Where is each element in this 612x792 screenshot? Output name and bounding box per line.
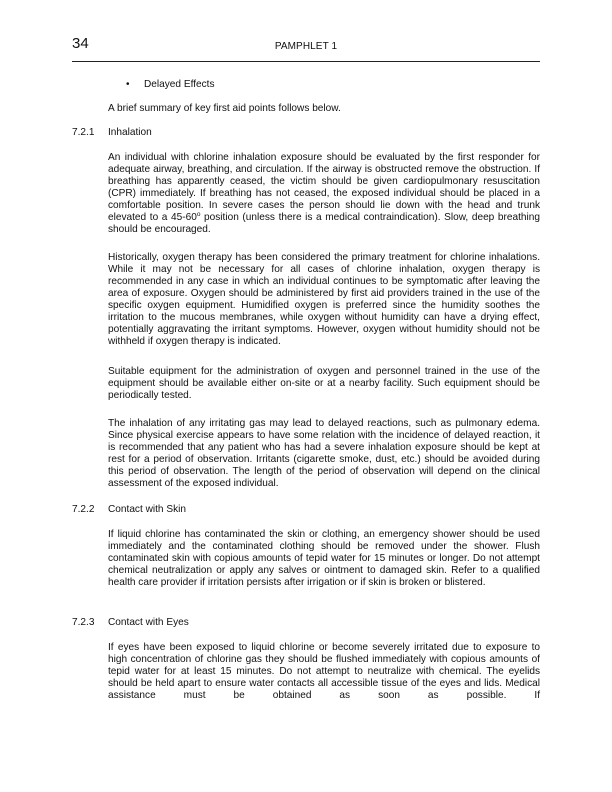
paragraph-inhalation-2: Historically, oxygen therapy has been considered the primary treatment for chlorine inhalations. While it may not be necessary for all cases of chlorine inhalation, oxygen therapy is recommended in any case in which an individual continues to be symptomatic after leaving the area of exposure. Oxygen should be administered by first aid providers trained in the use of the specific oxygen equipment. Humidified oxygen is preferred since the humidity soothes the irritation to the mucous membranes, while oxygen without humidity can have a drying effect, potentially aggravating the irritant symptoms. However, oxygen without humidity should not be withheld if oxygen therapy is indicated. xyxy=(108,252,540,348)
page-number: 34 xyxy=(72,35,89,52)
bullet-label: Delayed Effects xyxy=(144,79,215,90)
section-title: Contact with Skin xyxy=(108,504,186,515)
section-number: 7.2.3 xyxy=(72,617,95,628)
paragraph-inhalation-3: Suitable equipment for the administration of oxygen and personnel trained in the use of the equipment should be available either on-site or at a nearby facility. Such equipment should be periodically tested. xyxy=(108,366,540,402)
intro-text: A brief summary of key first aid points follows below. xyxy=(108,103,341,114)
section-title: Inhalation xyxy=(108,127,152,138)
paragraph-text-tail: position (unless there is a medical contraindication). Slow, deep breathing should be encouraged. xyxy=(108,212,540,236)
section-heading-inhalation xyxy=(72,127,152,139)
degree-symbol: o xyxy=(196,211,201,219)
bullet-icon: • xyxy=(126,79,130,90)
paragraph-eyes-1: If eyes have been exposed to liquid chlorine or become severely irritated due to exposure to high concentration of chlorine gas they should be flushed immediately with copious amounts of tepid water for at least 15 minutes. Do not attempt to neutralize with chemical. The eyelids should be held apart to ensure water contacts all accessible tissue of the eyes and lids. Medical assistance must be obtained as soon as possible. If xyxy=(108,642,540,702)
paragraph-inhalation-1 xyxy=(108,152,540,236)
section-heading-eyes xyxy=(72,617,189,629)
bullet-item xyxy=(126,79,215,91)
paragraph-skin-1: If liquid chlorine has contaminated the skin or clothing, an emergency shower should be used immediately and the contaminated clothing should be removed under the shower. Flush contaminated skin with copious amounts of tepid water for 15 minutes or longer. Do not attempt chemical neutralization or apply any salves or ointment to damaged skin. Refer to a qualified health care provider if irritation persists after irrigation or if skin is broken or blistered. xyxy=(108,529,540,589)
paragraph-text: An individual with chlorine inhalation exposure should be evaluated by the first responder for adequate airway, breathing, and circulation. If the airway is obstructed remove the obstruction. If breathing has apparently ceased, the victim should be given cardiopulmonary resuscitation (CPR) immediately. If breathing has not ceased, the exposed individual should be placed in a comfortable position. In severe cases the person should lie down with the head and trunk elevated to a 45-60 xyxy=(108,152,540,224)
running-head: PAMPHLET 1 xyxy=(274,41,338,52)
section-title: Contact with Eyes xyxy=(108,617,189,628)
header-rule xyxy=(72,61,540,62)
section-number: 7.2.1 xyxy=(72,127,95,138)
paragraph-inhalation-4: The inhalation of any irritating gas may lead to delayed reactions, such as pulmonary edema. Since physical exercise appears to have some relation with the incidence of delayed reaction, it is recommended that any patient who has had a severe inhalation exposure should be kept at rest for a period of observation. Irritants (cigarette smoke, dust, etc.) should be avoided during this period of observation. The length of the period of observation will depend on the clinical assessment of the exposed individual. xyxy=(108,418,540,490)
section-number: 7.2.2 xyxy=(72,504,95,515)
section-heading-skin xyxy=(72,504,186,516)
